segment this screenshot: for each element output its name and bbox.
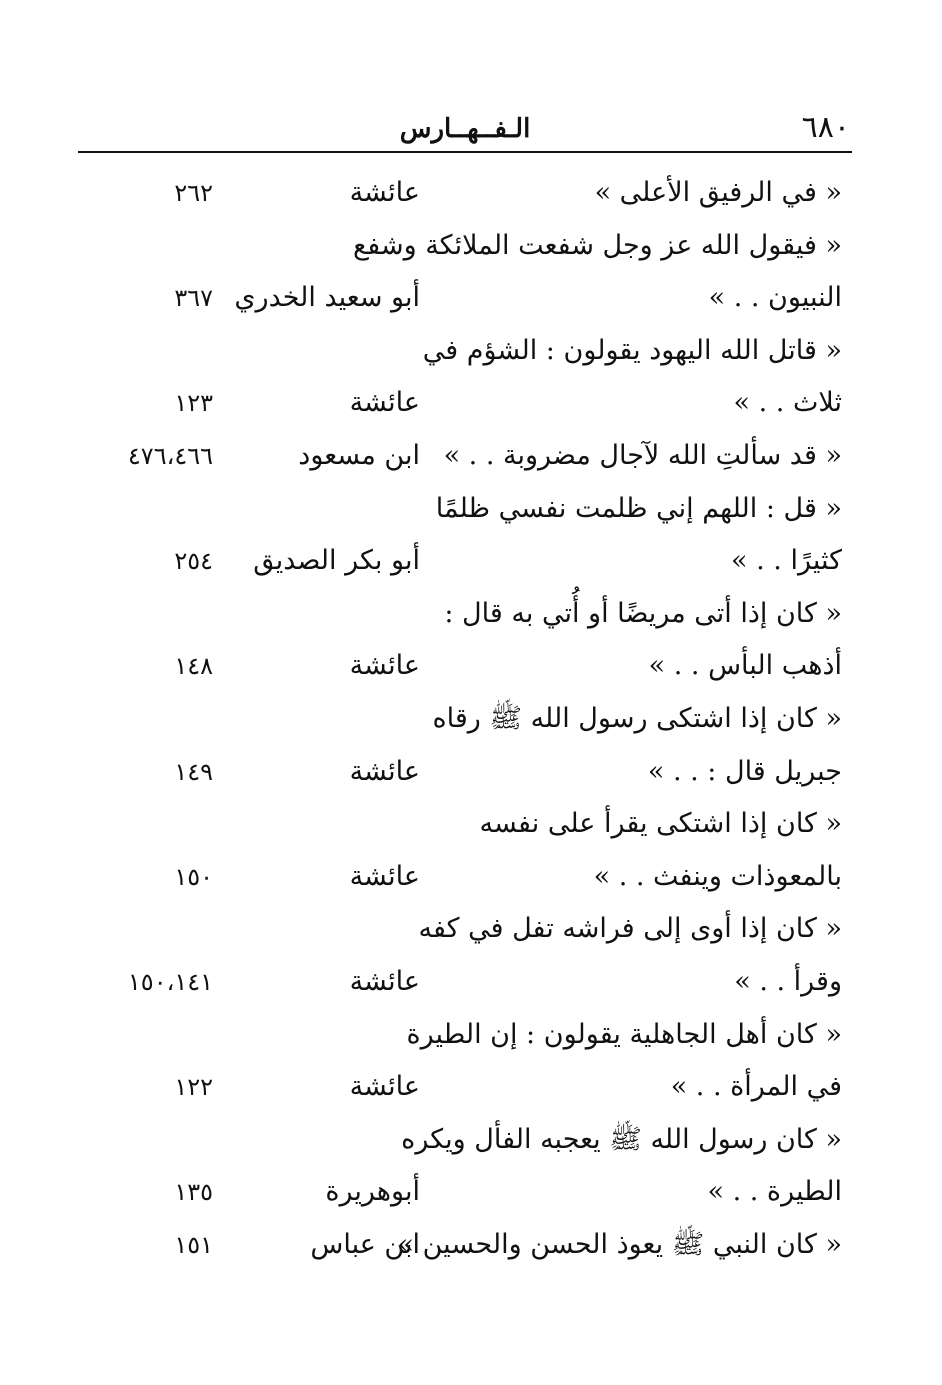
hadith-text: كثيرًا . . » xyxy=(731,545,842,577)
narrator-name: أبوهريرة xyxy=(325,1176,420,1208)
narrator-name: عائشة xyxy=(349,387,420,419)
page-reference: ١٣٥ xyxy=(174,1178,213,1207)
hadith-text: « كان رسول الله ﷺ يعجبه الفأل ويكره xyxy=(401,1123,842,1155)
index-line xyxy=(0,640,942,692)
hadith-text: جبريل قال : . . » xyxy=(647,755,842,787)
index-line xyxy=(0,588,942,640)
hadith-text: « كان إذا اشتكى يقرأ على نفسه xyxy=(479,808,842,840)
hadith-text: « قل : اللهم إني ظلمت نفسي ظلمًا xyxy=(435,492,842,524)
page-reference: ٢٦٢ xyxy=(174,179,213,207)
index-line xyxy=(0,377,942,429)
hadith-text: « كان إذا اشتكى رسول الله ﷺ رقاه xyxy=(432,703,842,734)
index-line xyxy=(0,167,942,219)
hadith-text: أذهب البأس . . » xyxy=(648,650,842,682)
index-line xyxy=(0,535,942,587)
hadith-text: « كان إذا أوى إلى فراشه تفل في كفه xyxy=(418,913,842,945)
hadith-text: « قاتل الله اليهود يقولون : الشؤم في xyxy=(422,334,842,366)
index-line xyxy=(0,851,942,903)
page-reference: ٤٧٦،٤٦٦ xyxy=(127,442,213,470)
index-line xyxy=(0,272,942,324)
index-line xyxy=(0,1114,942,1166)
hadith-text: « قد سألتِ الله لآجال مضروبة . . » xyxy=(443,440,842,471)
index-line xyxy=(0,1166,942,1218)
narrator-name: عائشة xyxy=(349,177,420,208)
narrator-name: عائشة xyxy=(349,650,420,682)
hadith-text: « فيقول الله عز وجل شفعت الملائكة وشفع xyxy=(352,229,842,261)
page-reference: ٢٥٤ xyxy=(174,547,213,576)
narrator-name: عائشة xyxy=(349,1071,420,1103)
index-line xyxy=(0,483,942,535)
narrator-name: ابن مسعود xyxy=(298,440,420,471)
page-reference: ١٥١ xyxy=(174,1231,213,1259)
index-line xyxy=(0,903,942,955)
narrator-name: عائشة xyxy=(349,755,420,787)
hadith-text: ثلاث . . » xyxy=(733,387,842,419)
narrator-name: عائشة xyxy=(349,860,420,892)
hadith-text: وقرأ . . » xyxy=(734,966,842,997)
index-line xyxy=(0,693,942,745)
running-title: الـفــهــارس xyxy=(399,114,531,144)
page-reference: ١٢٣ xyxy=(174,389,213,418)
narrator-name: أبو سعيد الخدري xyxy=(234,282,420,314)
hadith-text: « كان النبي ﷺ يعوذ الحسن والحسين » xyxy=(397,1229,842,1260)
hadith-text: النبيون . . » xyxy=(708,282,842,314)
page-reference: ١٥٠ xyxy=(174,862,213,891)
index-line xyxy=(0,798,942,850)
page-reference: ١٢٢ xyxy=(174,1073,213,1102)
hadith-text: في المرأة . . » xyxy=(670,1071,842,1103)
page-reference: ٣٦٧ xyxy=(174,284,213,313)
page-reference: ١٤٨ xyxy=(174,652,213,681)
narrator-name: ابن عباس xyxy=(310,1229,420,1260)
index-line xyxy=(0,325,942,377)
hadith-text: الطيرة . . » xyxy=(707,1176,842,1208)
narrator-name: أبو بكر الصديق xyxy=(253,545,420,577)
hadith-text: « في الرفيق الأعلى » xyxy=(594,177,842,208)
index-line xyxy=(0,1061,942,1113)
hadith-text: بالمعوذات وينفث . . » xyxy=(593,860,842,892)
index-line xyxy=(0,746,942,798)
index-line xyxy=(0,1009,942,1061)
page-reference: ١٤٩ xyxy=(174,757,213,786)
index-line xyxy=(0,1219,942,1271)
narrator-name: عائشة xyxy=(349,966,420,997)
hadith-text: « كان أهل الجاهلية يقولون : إن الطيرة xyxy=(406,1018,842,1050)
index-line xyxy=(0,956,942,1008)
page-number: ٦٨٠ xyxy=(801,110,850,145)
hadith-text: « كان إذا أتى مريضًا أو أُتي به قال : xyxy=(444,597,842,629)
index-line xyxy=(0,430,942,482)
index-line xyxy=(0,220,942,272)
page-reference: ١٥٠،١٤١ xyxy=(127,968,213,996)
